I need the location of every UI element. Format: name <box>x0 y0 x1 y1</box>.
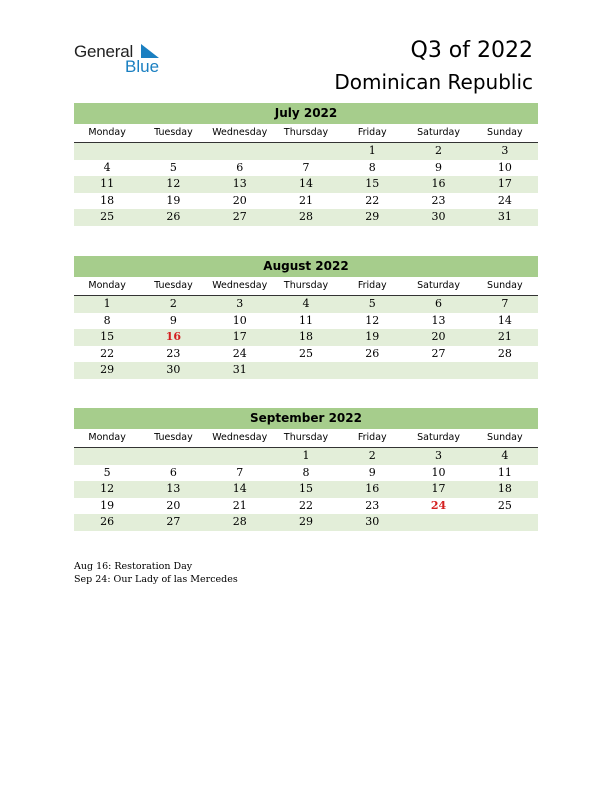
day-cell: 10 <box>497 160 512 174</box>
day-cell: 25 <box>100 210 115 224</box>
day-cell: 26 <box>166 210 181 224</box>
day-cell <box>405 514 471 531</box>
day-cell: 7 <box>302 160 310 174</box>
day-cell: 16 <box>431 177 446 191</box>
day-cell: 30 <box>365 515 380 529</box>
day-cell <box>140 143 206 160</box>
holiday-day-cell: 24 <box>430 498 447 512</box>
day-cell <box>405 362 471 379</box>
day-cell: 6 <box>236 160 244 174</box>
day-cell: 20 <box>232 193 247 207</box>
day-cell: 27 <box>166 515 181 529</box>
week-row <box>74 498 538 515</box>
day-cell <box>74 448 140 465</box>
weekday-label: Friday <box>357 432 387 443</box>
day-cell: 11 <box>497 465 512 479</box>
month-title: September 2022 <box>74 408 538 429</box>
week-row <box>74 209 538 226</box>
week-row <box>74 143 538 160</box>
day-cell: 15 <box>365 177 380 191</box>
day-cell: 21 <box>298 193 313 207</box>
day-cell <box>140 448 206 465</box>
day-cell: 26 <box>100 515 115 529</box>
day-cell: 23 <box>166 346 181 360</box>
logo-triangle-icon <box>141 44 159 58</box>
weekday-label: Sunday <box>487 280 523 291</box>
day-cell: 11 <box>298 313 313 327</box>
day-cell: 31 <box>232 363 247 377</box>
week-row <box>74 514 538 531</box>
day-cell: 16 <box>365 482 380 496</box>
day-cell: 18 <box>298 330 313 344</box>
day-cell: 3 <box>501 144 509 157</box>
day-cell: 23 <box>365 498 380 512</box>
week-row <box>74 176 538 193</box>
day-cell: 14 <box>298 177 313 191</box>
weekday-label: Saturday <box>417 280 460 291</box>
week-row <box>74 465 538 482</box>
day-cell <box>273 362 339 379</box>
weekday-header-row <box>74 124 538 143</box>
day-cell: 13 <box>166 482 181 496</box>
week-row <box>74 481 538 498</box>
weekday-label: Sunday <box>487 127 523 138</box>
weekday-label: Thursday <box>283 432 329 443</box>
day-cell <box>74 143 140 160</box>
day-cell: 29 <box>298 515 313 529</box>
day-cell: 21 <box>497 330 512 344</box>
day-cell: 25 <box>298 346 313 360</box>
week-row <box>74 362 538 379</box>
weekday-label: Friday <box>357 280 387 291</box>
day-cell: 19 <box>100 498 115 512</box>
day-cell: 21 <box>232 498 247 512</box>
holiday-day-cell: 16 <box>165 330 182 344</box>
day-cell: 28 <box>497 346 512 360</box>
week-row <box>74 296 538 313</box>
month-title: July 2022 <box>74 103 538 124</box>
month-september <box>74 408 538 531</box>
weekday-label: Tuesday <box>154 280 193 291</box>
day-cell: 14 <box>232 482 247 496</box>
day-cell: 18 <box>497 482 512 496</box>
day-cell: 8 <box>103 313 111 327</box>
day-cell: 15 <box>298 482 313 496</box>
day-cell: 1 <box>368 144 376 157</box>
holiday-note: Sep 24: Our Lady of las Mercedes <box>74 574 238 585</box>
weekday-label: Wednesday <box>212 127 268 138</box>
weekday-label: Thursday <box>283 280 329 291</box>
day-cell: 28 <box>232 515 247 529</box>
weekday-label: Wednesday <box>212 280 268 291</box>
month-title: August 2022 <box>74 256 538 277</box>
holiday-notes <box>74 560 238 586</box>
day-cell: 12 <box>100 482 115 496</box>
day-cell: 4 <box>501 449 509 462</box>
weekday-label: Saturday <box>417 432 460 443</box>
day-cell: 23 <box>431 193 446 207</box>
weekday-label: Saturday <box>417 127 460 138</box>
day-cell: 7 <box>236 465 244 479</box>
week-row <box>74 193 538 210</box>
day-cell: 12 <box>166 177 181 191</box>
day-cell: 11 <box>100 177 115 191</box>
day-cell: 20 <box>166 498 181 512</box>
day-cell: 8 <box>302 465 310 479</box>
day-cell: 6 <box>169 465 177 479</box>
day-cell: 27 <box>431 346 446 360</box>
holiday-note: Aug 16: Restoration Day <box>74 561 193 572</box>
day-cell: 27 <box>232 210 247 224</box>
day-cell: 4 <box>302 297 310 310</box>
week-row <box>74 329 538 346</box>
country-name: Dominican Republic <box>334 70 533 94</box>
day-cell: 5 <box>103 465 111 479</box>
day-cell: 9 <box>169 313 177 327</box>
day-cell: 13 <box>431 313 446 327</box>
day-cell: 2 <box>169 297 177 310</box>
day-cell: 26 <box>365 346 380 360</box>
day-cell: 14 <box>497 313 512 327</box>
day-cell: 10 <box>232 313 247 327</box>
logo-text-general: General <box>74 42 134 61</box>
logo <box>74 42 174 78</box>
day-cell: 18 <box>100 193 115 207</box>
page-title: Q3 of 2022 <box>410 38 533 63</box>
day-cell: 24 <box>232 346 247 360</box>
day-cell: 9 <box>435 160 443 174</box>
weekday-label: Tuesday <box>154 432 193 443</box>
day-cell: 24 <box>497 193 512 207</box>
day-cell: 3 <box>435 449 443 462</box>
day-cell: 5 <box>368 297 376 310</box>
day-cell: 17 <box>497 177 512 191</box>
day-cell: 12 <box>365 313 380 327</box>
day-cell: 10 <box>431 465 446 479</box>
day-cell: 29 <box>365 210 380 224</box>
weekday-label: Wednesday <box>212 432 268 443</box>
day-cell <box>472 514 538 531</box>
week-row <box>74 160 538 177</box>
day-cell: 1 <box>103 297 111 310</box>
day-cell: 19 <box>365 330 380 344</box>
day-cell: 5 <box>169 160 177 174</box>
day-cell: 25 <box>497 498 512 512</box>
weekday-label: Monday <box>88 127 126 138</box>
weekday-label: Monday <box>88 432 126 443</box>
day-cell: 4 <box>103 160 111 174</box>
weekday-label: Sunday <box>487 432 523 443</box>
day-cell: 1 <box>302 449 310 462</box>
day-cell: 28 <box>298 210 313 224</box>
day-cell: 20 <box>431 330 446 344</box>
weekday-label: Thursday <box>283 127 329 138</box>
week-row <box>74 448 538 465</box>
week-row <box>74 313 538 330</box>
day-cell: 22 <box>100 346 115 360</box>
day-cell <box>273 143 339 160</box>
weekday-label: Monday <box>88 280 126 291</box>
day-cell: 8 <box>368 160 376 174</box>
day-cell <box>472 362 538 379</box>
day-cell: 30 <box>166 363 181 377</box>
day-cell: 22 <box>298 498 313 512</box>
day-cell: 17 <box>232 330 247 344</box>
day-cell <box>339 362 405 379</box>
day-cell: 29 <box>100 363 115 377</box>
day-cell: 3 <box>236 297 244 310</box>
day-cell: 31 <box>497 210 512 224</box>
month-july <box>74 103 538 226</box>
day-cell: 19 <box>166 193 181 207</box>
week-row <box>74 346 538 363</box>
day-cell: 17 <box>431 482 446 496</box>
day-cell: 9 <box>368 465 376 479</box>
day-cell: 13 <box>232 177 247 191</box>
day-cell: 15 <box>100 330 115 344</box>
day-cell: 6 <box>435 297 443 310</box>
day-cell: 2 <box>435 144 443 157</box>
day-cell: 30 <box>431 210 446 224</box>
weekday-header-row <box>74 429 538 448</box>
weekday-header-row <box>74 277 538 296</box>
day-cell <box>207 143 273 160</box>
logo-text-blue: Blue <box>125 57 160 76</box>
month-august <box>74 256 538 379</box>
weekday-label: Tuesday <box>154 127 193 138</box>
day-cell <box>207 448 273 465</box>
day-cell: 2 <box>368 449 376 462</box>
day-cell: 7 <box>501 297 509 310</box>
weekday-label: Friday <box>357 127 387 138</box>
day-cell: 22 <box>365 193 380 207</box>
